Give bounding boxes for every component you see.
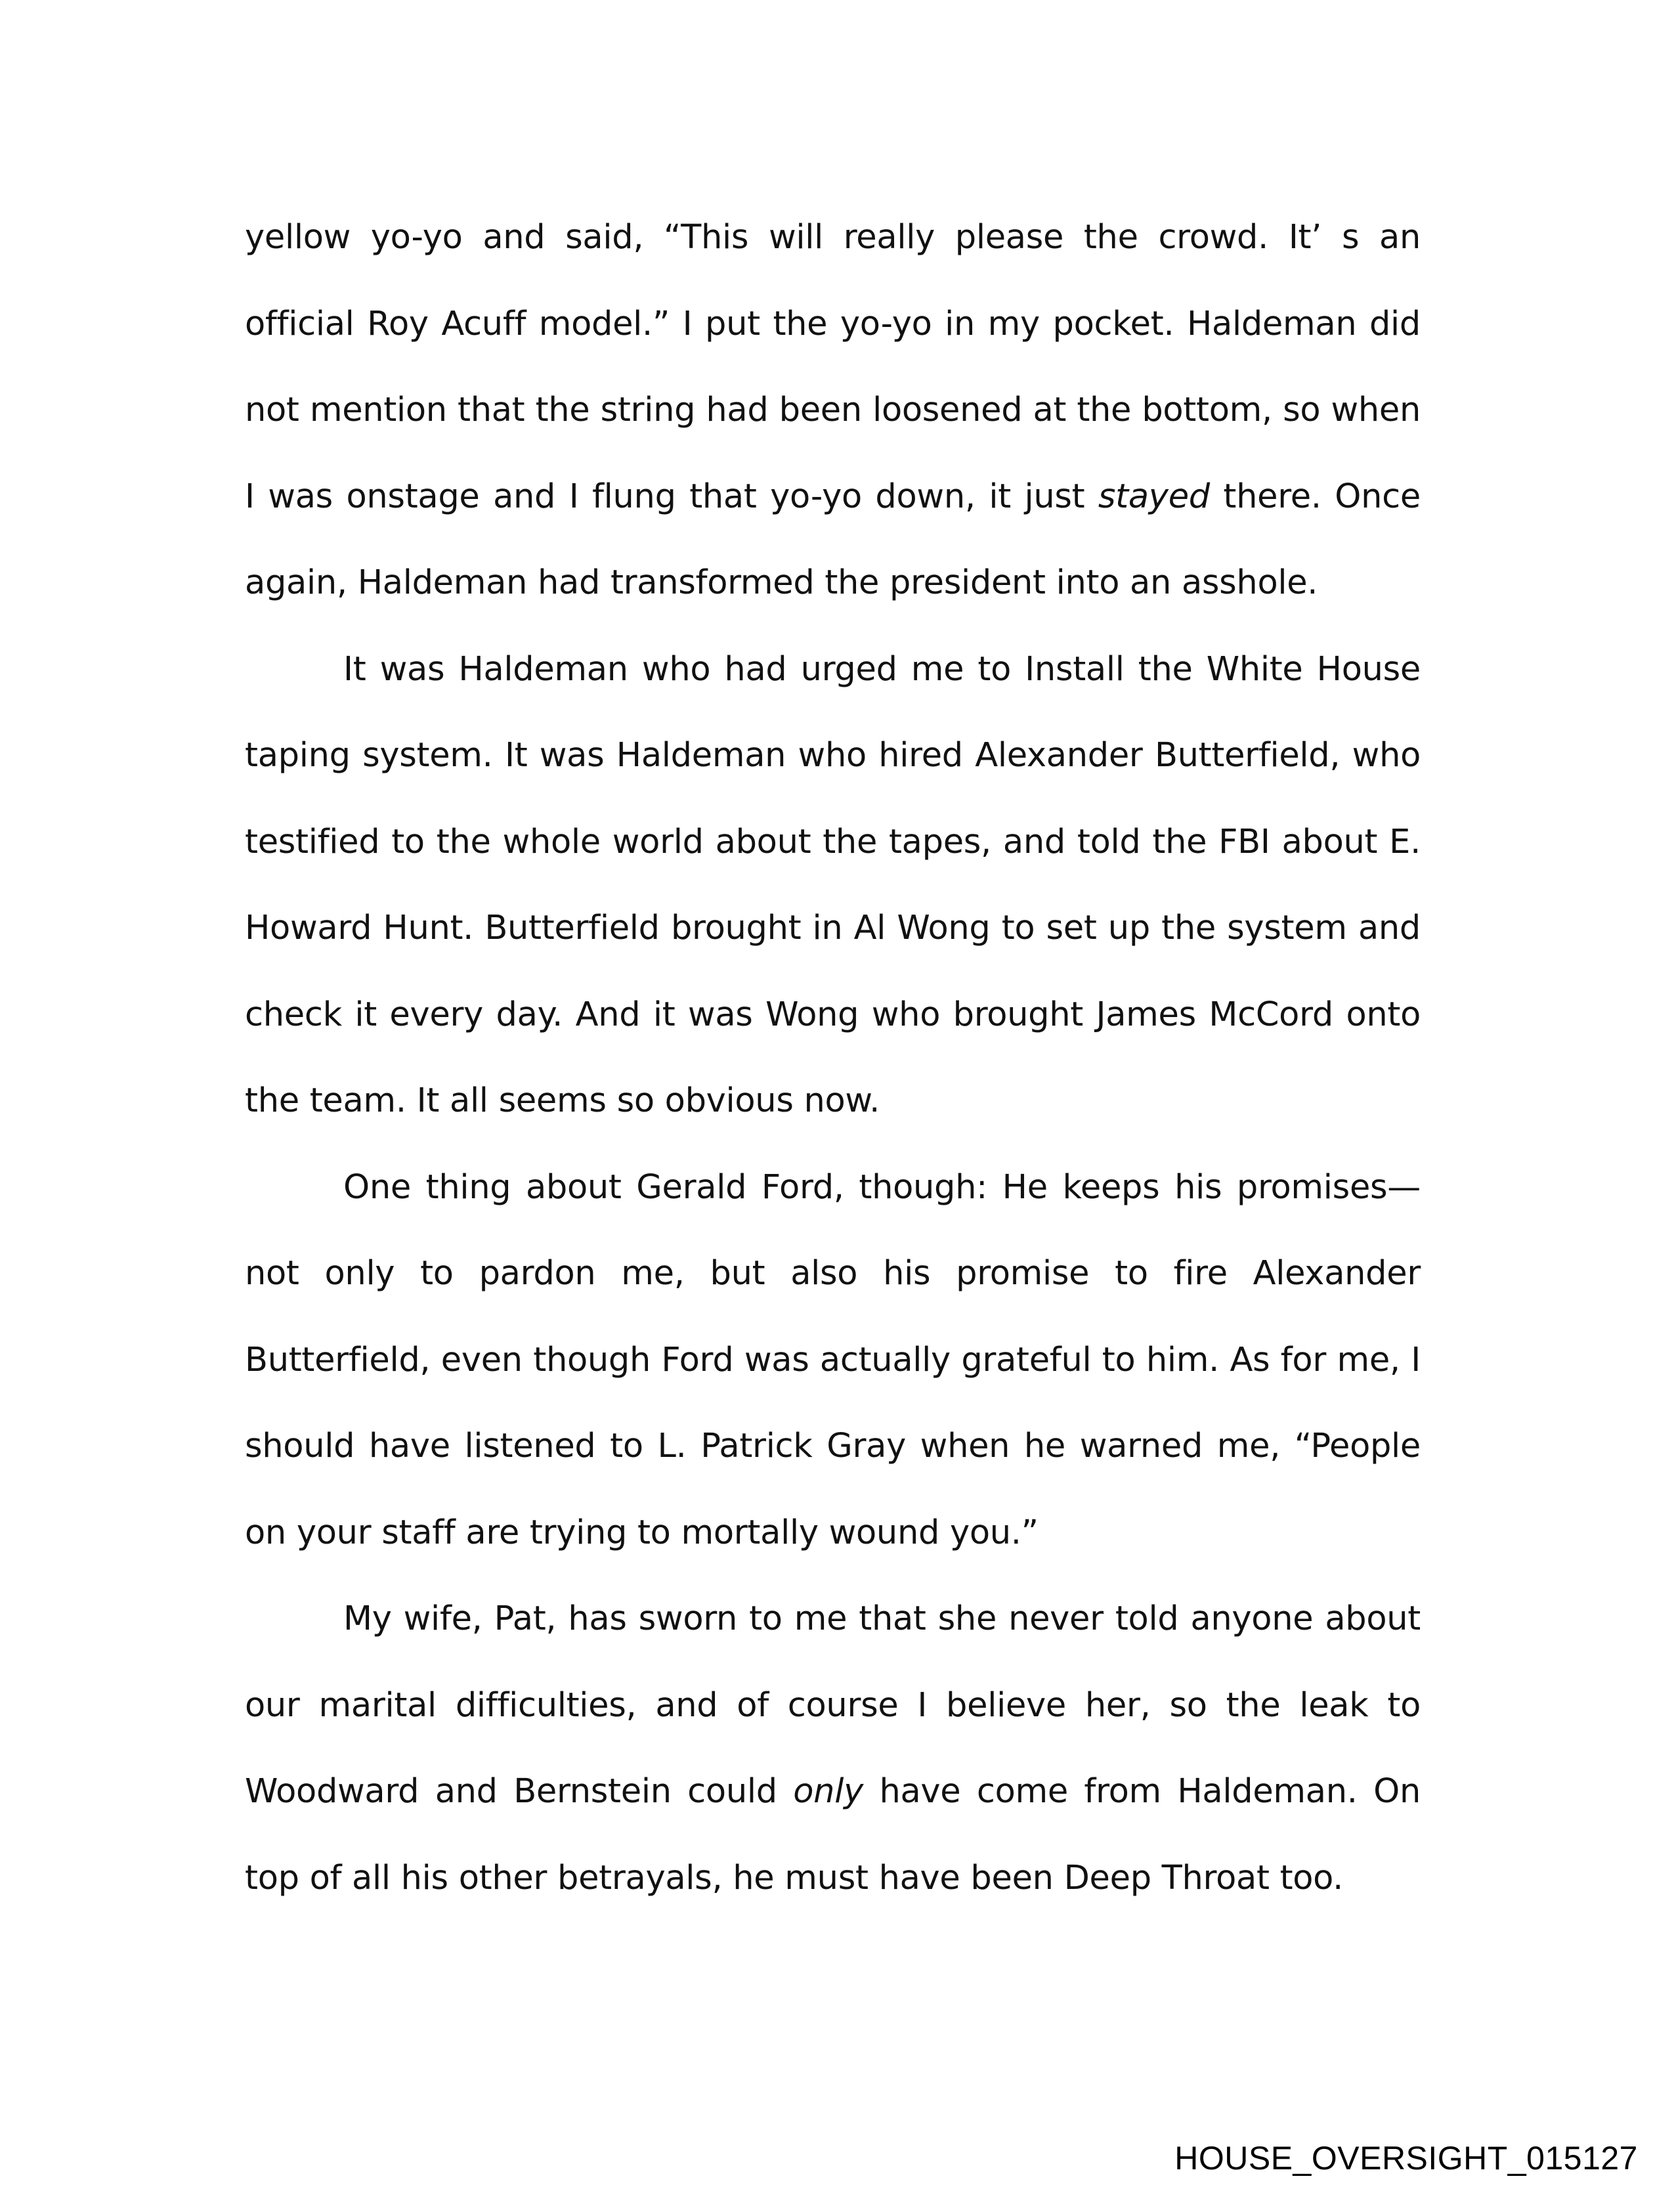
paragraph-1-text-a: yellow yo-yo and said, “This will really please the crowd. It’ s an official Roy Acuff model.” I put the yo-yo in my pocket. Haldeman did not mention that the string had been loosened at the bottom, so when I was onstage and I flung that yo-yo down, it just xyxy=(245,218,1421,516)
paragraph-4-text-a: My wife, Pat, has sworn to me that she never told anyone about our marital difficulties, and of course I believe her, so the leak to Woodward and Bernstein could xyxy=(245,1599,1421,1811)
paragraph-1 xyxy=(245,194,1421,626)
paragraph-4 xyxy=(245,1576,1421,1921)
paragraph-4-text-b: have come from Haldeman. On top of all his other betrayals, he must have been Deep Throat too. xyxy=(245,1772,1421,1898)
bates-number: HOUSE_OVERSIGHT_015127 xyxy=(1174,2140,1638,2177)
document-body xyxy=(245,194,1421,1921)
paragraph-2: It was Haldeman who had urged me to Install the White House taping system. It was Haldeman who hired Alexander Butterfield, who testified to the whole world about the tapes, and told the FBI about E. Howard Hunt. Butterfield brought in Al Wong to set up the system and check it every day. And it was Wong who brought James McCord onto the team. It all seems so obvious now. xyxy=(245,649,1421,1120)
paragraph-1-italic-word: stayed xyxy=(1098,477,1210,516)
paragraph-3: One thing about Gerald Ford, though: He keeps his promises—not only to pardon me, but also his promise to fire Alexander Butterfield, even though Ford was actually grateful to him. As for me, I should have listened to L. Patrick Gray when he warned me, “People on your staff are trying to mortally wound you.” xyxy=(245,1167,1421,1552)
paragraph-4-italic-word: only xyxy=(793,1772,863,1811)
paragraph-1-text-b: there. Once again, Haldeman had transformed the president into an asshole. xyxy=(245,477,1421,602)
